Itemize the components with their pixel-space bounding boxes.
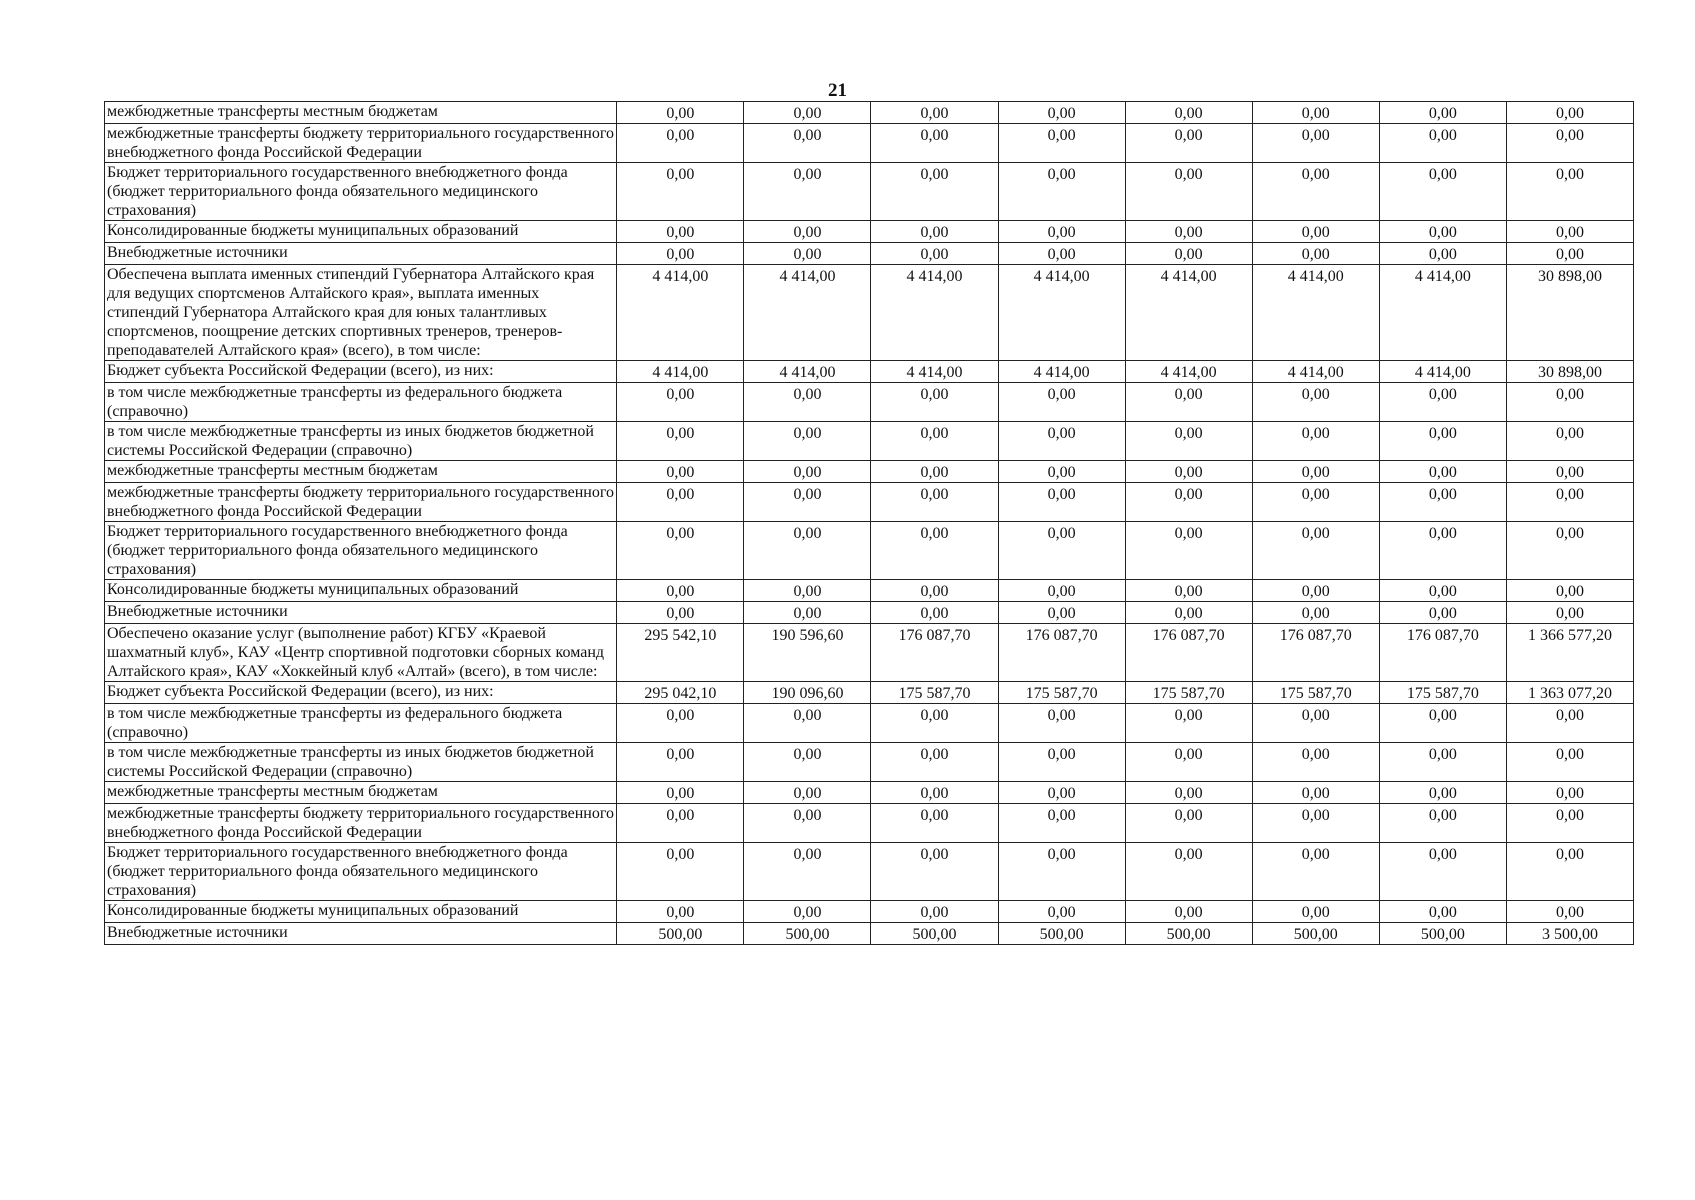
row-label: Внебюджетные источники (105, 243, 617, 265)
value-cell: 0,00 (998, 522, 1125, 580)
value-cell: 176 087,70 (871, 624, 998, 682)
value-cell: 0,00 (1125, 163, 1252, 221)
value-cell: 0,00 (744, 221, 871, 243)
page-number: 21 (828, 80, 847, 101)
table-body (105, 102, 1634, 945)
value-cell: 500,00 (998, 923, 1125, 945)
value-cell: 0,00 (1506, 163, 1633, 221)
value-cell: 0,00 (1506, 243, 1633, 265)
value-cell: 0,00 (871, 243, 998, 265)
value-cell: 0,00 (1252, 843, 1379, 901)
value-cell: 0,00 (617, 124, 744, 163)
value-cell: 0,00 (871, 102, 998, 124)
value-cell: 0,00 (1125, 704, 1252, 743)
value-cell: 0,00 (998, 743, 1125, 782)
table-row (105, 163, 1634, 221)
table-row (105, 704, 1634, 743)
row-label: межбюджетные трансферты местным бюджетам (105, 461, 617, 483)
row-label: Внебюджетные источники (105, 923, 617, 945)
value-cell: 500,00 (1379, 923, 1506, 945)
row-label: в том числе межбюджетные трансферты из иных бюджетов бюджетной системы Российской Федерации (справочно) (105, 422, 617, 461)
value-cell: 4 414,00 (1379, 361, 1506, 383)
value-cell: 0,00 (1125, 602, 1252, 624)
value-cell: 0,00 (1506, 901, 1633, 923)
row-label: в том числе межбюджетные трансферты из федерального бюджета (справочно) (105, 704, 617, 743)
value-cell: 0,00 (1506, 124, 1633, 163)
value-cell: 0,00 (1252, 422, 1379, 461)
value-cell: 4 414,00 (617, 361, 744, 383)
table-row (105, 682, 1634, 704)
table-row (105, 243, 1634, 265)
table-row (105, 102, 1634, 124)
table-row (105, 522, 1634, 580)
value-cell: 190 096,60 (744, 682, 871, 704)
value-cell: 0,00 (617, 580, 744, 602)
value-cell: 4 414,00 (1252, 265, 1379, 361)
value-cell: 0,00 (744, 483, 871, 522)
value-cell: 0,00 (1379, 102, 1506, 124)
value-cell: 0,00 (871, 743, 998, 782)
value-cell: 0,00 (1125, 843, 1252, 901)
value-cell: 0,00 (1252, 901, 1379, 923)
value-cell: 175 587,70 (871, 682, 998, 704)
value-cell: 0,00 (871, 704, 998, 743)
row-label: Консолидированные бюджеты муниципальных образований (105, 221, 617, 243)
value-cell: 0,00 (871, 461, 998, 483)
value-cell: 0,00 (744, 522, 871, 580)
value-cell: 0,00 (617, 522, 744, 580)
value-cell: 0,00 (1252, 522, 1379, 580)
value-cell: 0,00 (1379, 522, 1506, 580)
value-cell: 176 087,70 (1379, 624, 1506, 682)
value-cell: 0,00 (1379, 243, 1506, 265)
value-cell: 0,00 (1379, 743, 1506, 782)
value-cell: 0,00 (1252, 243, 1379, 265)
row-label: межбюджетные трансферты бюджету территориального государственного внебюджетного фонда Российской Федерации (105, 124, 617, 163)
value-cell: 0,00 (744, 461, 871, 483)
value-cell: 0,00 (1125, 804, 1252, 843)
value-cell: 0,00 (617, 422, 744, 461)
value-cell: 0,00 (1506, 221, 1633, 243)
row-label: Обеспечена выплата именных стипендий Губернатора Алтайского края для ведущих спортсменов Алтайского края», выплата именных стипендий Губернатора Алтайского края для юных талантливых спортсменов, поощрение детских спортивных тренеров, тренеров-преподавателей Алтайского края» (всего), в том числе: (105, 265, 617, 361)
value-cell: 0,00 (1506, 743, 1633, 782)
value-cell: 0,00 (871, 163, 998, 221)
value-cell: 0,00 (1252, 483, 1379, 522)
table-row (105, 265, 1634, 361)
value-cell: 0,00 (1125, 901, 1252, 923)
budget-table (104, 101, 1634, 945)
table-row (105, 221, 1634, 243)
value-cell: 0,00 (744, 804, 871, 843)
row-label: Бюджет территориального государственного внебюджетного фонда (бюджет территориального фонда обязательного медицинского страхования) (105, 843, 617, 901)
value-cell: 0,00 (1506, 483, 1633, 522)
value-cell: 0,00 (617, 804, 744, 843)
value-cell: 0,00 (998, 483, 1125, 522)
value-cell: 295 542,10 (617, 624, 744, 682)
value-cell: 3 500,00 (1506, 923, 1633, 945)
value-cell: 0,00 (1252, 383, 1379, 422)
value-cell: 4 414,00 (871, 265, 998, 361)
value-cell: 0,00 (998, 422, 1125, 461)
value-cell: 0,00 (998, 580, 1125, 602)
value-cell: 0,00 (1125, 483, 1252, 522)
value-cell: 0,00 (1506, 580, 1633, 602)
value-cell: 0,00 (1506, 383, 1633, 422)
table-row (105, 804, 1634, 843)
value-cell: 0,00 (1506, 804, 1633, 843)
value-cell: 0,00 (998, 804, 1125, 843)
row-label: Консолидированные бюджеты муниципальных образований (105, 580, 617, 602)
value-cell: 0,00 (1252, 461, 1379, 483)
value-cell: 0,00 (998, 782, 1125, 804)
value-cell: 500,00 (1252, 923, 1379, 945)
value-cell: 0,00 (617, 782, 744, 804)
table-row (105, 580, 1634, 602)
value-cell: 500,00 (617, 923, 744, 945)
value-cell: 175 587,70 (1379, 682, 1506, 704)
value-cell: 0,00 (1125, 221, 1252, 243)
table-row (105, 624, 1634, 682)
value-cell: 0,00 (744, 743, 871, 782)
value-cell: 0,00 (871, 221, 998, 243)
value-cell: 0,00 (617, 743, 744, 782)
value-cell: 0,00 (1379, 422, 1506, 461)
value-cell: 0,00 (871, 804, 998, 843)
value-cell: 0,00 (1379, 782, 1506, 804)
value-cell: 0,00 (744, 243, 871, 265)
value-cell: 0,00 (871, 383, 998, 422)
value-cell: 0,00 (1252, 743, 1379, 782)
value-cell: 0,00 (998, 221, 1125, 243)
value-cell: 4 414,00 (744, 361, 871, 383)
value-cell: 0,00 (871, 782, 998, 804)
value-cell: 0,00 (1506, 461, 1633, 483)
value-cell: 0,00 (744, 163, 871, 221)
table-row (105, 923, 1634, 945)
value-cell: 30 898,00 (1506, 265, 1633, 361)
value-cell: 0,00 (1506, 422, 1633, 461)
row-label: Бюджет субъекта Российской Федерации (всего), из них: (105, 361, 617, 383)
value-cell: 4 414,00 (1125, 361, 1252, 383)
value-cell: 0,00 (1125, 580, 1252, 602)
row-label: межбюджетные трансферты бюджету территориального государственного внебюджетного фонда Российской Федерации (105, 483, 617, 522)
row-label: в том числе межбюджетные трансферты из иных бюджетов бюджетной системы Российской Федерации (справочно) (105, 743, 617, 782)
value-cell: 4 414,00 (617, 265, 744, 361)
value-cell: 175 587,70 (1252, 682, 1379, 704)
value-cell: 175 587,70 (998, 682, 1125, 704)
value-cell: 0,00 (998, 243, 1125, 265)
value-cell: 0,00 (1379, 221, 1506, 243)
value-cell: 0,00 (1125, 461, 1252, 483)
table-row (105, 483, 1634, 522)
value-cell: 0,00 (871, 422, 998, 461)
row-label: Внебюджетные источники (105, 602, 617, 624)
value-cell: 0,00 (998, 461, 1125, 483)
value-cell: 0,00 (744, 422, 871, 461)
value-cell: 0,00 (1252, 804, 1379, 843)
value-cell: 0,00 (744, 124, 871, 163)
table-row (105, 422, 1634, 461)
row-label: межбюджетные трансферты местным бюджетам (105, 102, 617, 124)
value-cell: 0,00 (617, 221, 744, 243)
row-label: Обеспечено оказание услуг (выполнение работ) КГБУ «Краевой шахматный клуб», КАУ «Центр спортивной подготовки сборных команд Алтайского края», КАУ «Хоккейный клуб «Алтай» (всего), в том числе: (105, 624, 617, 682)
value-cell: 0,00 (1379, 383, 1506, 422)
row-label: Бюджет территориального государственного внебюджетного фонда (бюджет территориального фонда обязательного медицинского страхования) (105, 522, 617, 580)
value-cell: 0,00 (617, 704, 744, 743)
value-cell: 0,00 (744, 383, 871, 422)
value-cell: 0,00 (617, 843, 744, 901)
row-label: межбюджетные трансферты бюджету территориального государственного внебюджетного фонда Российской Федерации (105, 804, 617, 843)
value-cell: 500,00 (1125, 923, 1252, 945)
value-cell: 0,00 (998, 124, 1125, 163)
table-row (105, 383, 1634, 422)
table-row (105, 461, 1634, 483)
value-cell: 0,00 (871, 901, 998, 923)
value-cell: 176 087,70 (1252, 624, 1379, 682)
value-cell: 0,00 (1252, 602, 1379, 624)
row-label: Консолидированные бюджеты муниципальных образований (105, 901, 617, 923)
value-cell: 4 414,00 (1125, 265, 1252, 361)
value-cell: 190 596,60 (744, 624, 871, 682)
value-cell: 0,00 (871, 522, 998, 580)
value-cell: 0,00 (617, 483, 744, 522)
row-label: межбюджетные трансферты местным бюджетам (105, 782, 617, 804)
value-cell: 0,00 (1506, 843, 1633, 901)
value-cell: 0,00 (617, 243, 744, 265)
value-cell: 0,00 (744, 602, 871, 624)
value-cell: 4 414,00 (1379, 265, 1506, 361)
value-cell: 0,00 (1125, 243, 1252, 265)
value-cell: 0,00 (617, 102, 744, 124)
value-cell: 0,00 (1252, 580, 1379, 602)
table-row (105, 843, 1634, 901)
value-cell: 0,00 (744, 580, 871, 602)
value-cell: 0,00 (871, 843, 998, 901)
value-cell: 0,00 (1379, 704, 1506, 743)
value-cell: 0,00 (871, 580, 998, 602)
value-cell: 0,00 (1125, 522, 1252, 580)
value-cell: 0,00 (617, 163, 744, 221)
table-row (105, 901, 1634, 923)
value-cell: 4 414,00 (744, 265, 871, 361)
value-cell: 0,00 (1506, 102, 1633, 124)
value-cell: 0,00 (1379, 901, 1506, 923)
table-row (105, 124, 1634, 163)
value-cell: 0,00 (1506, 522, 1633, 580)
value-cell: 0,00 (744, 704, 871, 743)
value-cell: 0,00 (998, 704, 1125, 743)
value-cell: 0,00 (617, 602, 744, 624)
value-cell: 0,00 (744, 782, 871, 804)
value-cell: 0,00 (998, 843, 1125, 901)
value-cell: 1 366 577,20 (1506, 624, 1633, 682)
value-cell: 0,00 (744, 843, 871, 901)
value-cell: 175 587,70 (1125, 682, 1252, 704)
value-cell: 0,00 (1125, 422, 1252, 461)
value-cell: 0,00 (1379, 483, 1506, 522)
row-label: Бюджет территориального государственного внебюджетного фонда (бюджет территориального фонда обязательного медицинского страхования) (105, 163, 617, 221)
table-row (105, 782, 1634, 804)
value-cell: 4 414,00 (1252, 361, 1379, 383)
value-cell: 0,00 (1252, 102, 1379, 124)
value-cell: 0,00 (871, 483, 998, 522)
value-cell: 0,00 (998, 163, 1125, 221)
table-row (105, 602, 1634, 624)
value-cell: 0,00 (617, 901, 744, 923)
value-cell: 30 898,00 (1506, 361, 1633, 383)
value-cell: 0,00 (1506, 782, 1633, 804)
value-cell: 0,00 (998, 602, 1125, 624)
value-cell: 4 414,00 (871, 361, 998, 383)
value-cell: 1 363 077,20 (1506, 682, 1633, 704)
value-cell: 500,00 (744, 923, 871, 945)
value-cell: 0,00 (1252, 221, 1379, 243)
value-cell: 0,00 (1506, 704, 1633, 743)
value-cell: 176 087,70 (998, 624, 1125, 682)
value-cell: 0,00 (1379, 461, 1506, 483)
value-cell: 0,00 (1125, 782, 1252, 804)
value-cell: 0,00 (998, 901, 1125, 923)
value-cell: 0,00 (1379, 580, 1506, 602)
value-cell: 0,00 (1252, 163, 1379, 221)
value-cell: 0,00 (1506, 602, 1633, 624)
value-cell: 4 414,00 (998, 361, 1125, 383)
value-cell: 0,00 (1252, 704, 1379, 743)
value-cell: 0,00 (617, 461, 744, 483)
value-cell: 0,00 (1379, 124, 1506, 163)
value-cell: 0,00 (744, 901, 871, 923)
value-cell: 0,00 (1125, 124, 1252, 163)
row-label: в том числе межбюджетные трансферты из федерального бюджета (справочно) (105, 383, 617, 422)
value-cell: 295 042,10 (617, 682, 744, 704)
value-cell: 0,00 (744, 102, 871, 124)
value-cell: 0,00 (1379, 843, 1506, 901)
value-cell: 176 087,70 (1125, 624, 1252, 682)
value-cell: 0,00 (617, 383, 744, 422)
row-label: Бюджет субъекта Российской Федерации (всего), из них: (105, 682, 617, 704)
value-cell: 0,00 (1252, 782, 1379, 804)
value-cell: 0,00 (871, 602, 998, 624)
value-cell: 4 414,00 (998, 265, 1125, 361)
value-cell: 0,00 (998, 383, 1125, 422)
value-cell: 500,00 (871, 923, 998, 945)
value-cell: 0,00 (1125, 383, 1252, 422)
value-cell: 0,00 (1379, 163, 1506, 221)
value-cell: 0,00 (1125, 743, 1252, 782)
value-cell: 0,00 (1125, 102, 1252, 124)
value-cell: 0,00 (1379, 602, 1506, 624)
value-cell: 0,00 (871, 124, 998, 163)
value-cell: 0,00 (1379, 804, 1506, 843)
value-cell: 0,00 (998, 102, 1125, 124)
table-row (105, 361, 1634, 383)
value-cell: 0,00 (1252, 124, 1379, 163)
table-row (105, 743, 1634, 782)
